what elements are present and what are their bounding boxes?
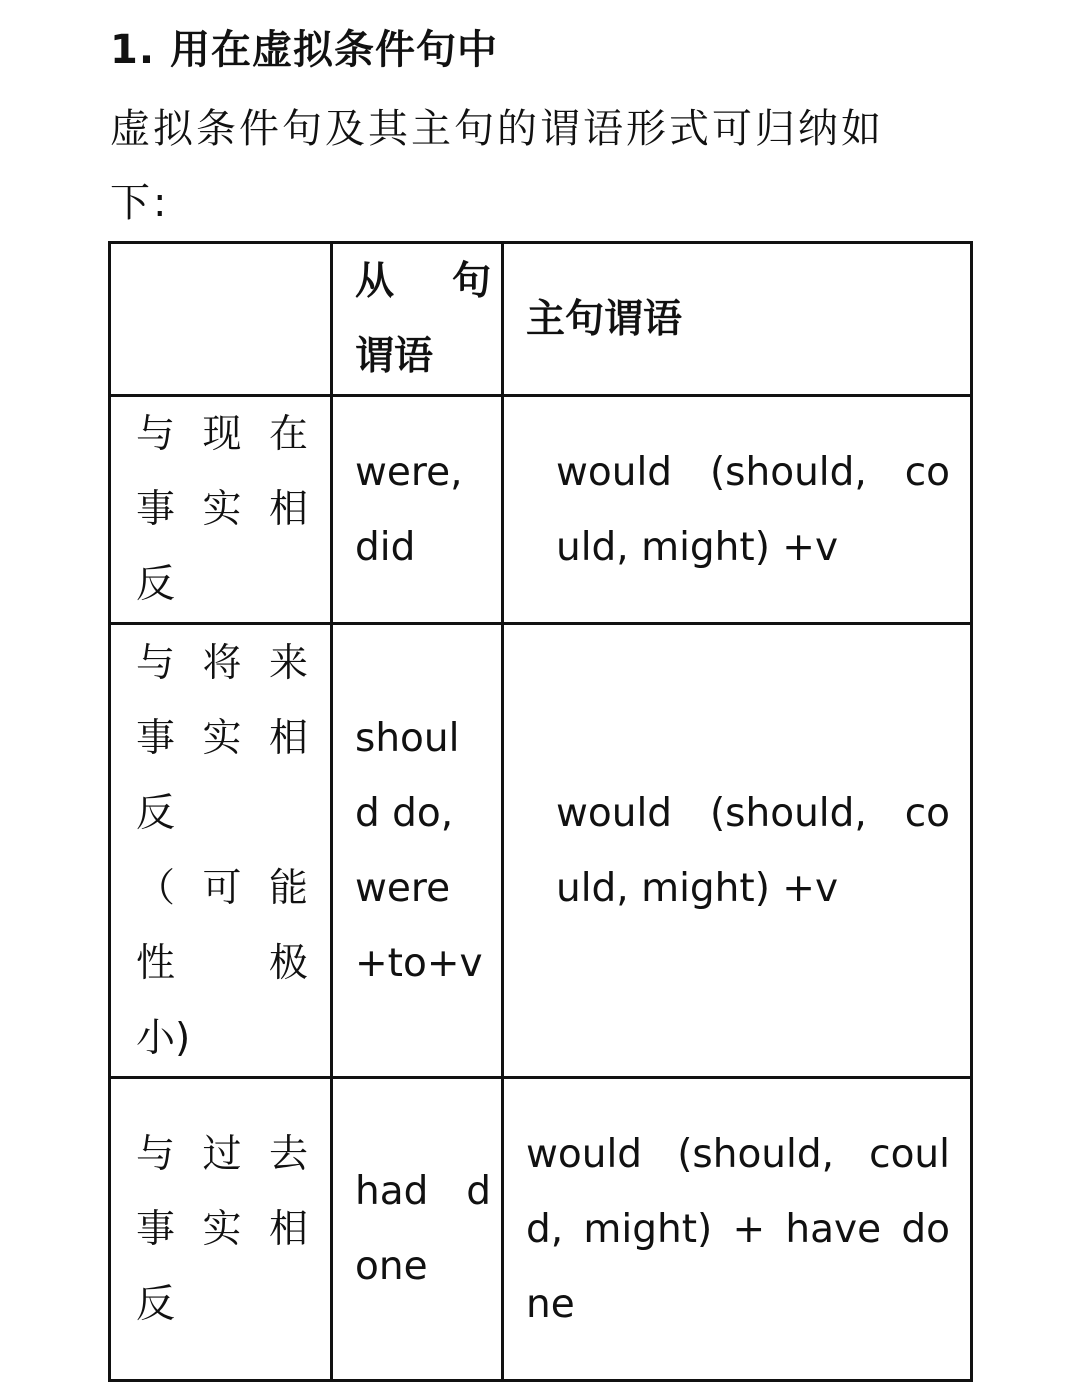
table-cell — [110, 396, 332, 624]
cell-text-line: were — [355, 865, 451, 911]
paragraph-line: 虚拟条件句及其主句的谓语形式可归纳如 — [110, 106, 884, 152]
cell-text-line: 反 — [136, 562, 176, 607]
cell-text-line: did — [355, 524, 416, 570]
cell-text-line: were, — [355, 449, 463, 495]
cell-text-line: would (should, coul — [526, 1131, 950, 1177]
header-cell-clause-predicate — [332, 243, 503, 396]
table-row — [110, 396, 972, 624]
table-header-row — [110, 243, 972, 396]
cell-text-line: 与过去 — [136, 1131, 308, 1177]
cell-text-line: 小) — [136, 1015, 191, 1061]
cell-text-line: 反 — [136, 790, 176, 836]
cell-text-line: one — [355, 1244, 428, 1289]
cell-text-line: 事实相 — [136, 715, 308, 761]
cell-text-line: 从 句 — [355, 259, 491, 304]
table-row — [110, 1078, 972, 1381]
table-cell — [503, 1078, 972, 1381]
table-row — [110, 624, 972, 1078]
cell-text-line: 事实相 — [136, 1206, 308, 1252]
table-cell — [332, 624, 503, 1078]
cell-text-line: d, might) + have do — [526, 1206, 950, 1252]
cell-text-line: had d — [355, 1169, 491, 1214]
intro-paragraph — [110, 92, 980, 240]
table-cell — [110, 1078, 332, 1381]
paragraph-line: 下: — [110, 180, 170, 226]
section-heading: 1. 用在虚拟条件句中 — [110, 27, 498, 73]
cell-text-line: 与将来 — [136, 640, 308, 686]
cell-text-line: 与现在 — [136, 412, 308, 457]
cell-text-line: would (should, co — [556, 790, 950, 836]
cell-text-line: 反 — [136, 1281, 176, 1327]
subjunctive-table — [108, 241, 973, 1382]
table-cell — [503, 396, 972, 624]
table-cell — [332, 396, 503, 624]
header-cell-main-predicate — [503, 243, 972, 396]
cell-text-line: d do, — [355, 790, 454, 836]
cell-text-line: uld, might) +v — [556, 865, 839, 911]
cell-text-line: +to+v — [355, 940, 483, 986]
header-cell — [110, 243, 332, 396]
cell-text-line: 事实相 — [136, 487, 308, 532]
cell-text-line: 性 极 — [136, 940, 308, 986]
cell-text-line: uld, might) +v — [556, 524, 839, 570]
table-cell — [332, 1078, 503, 1381]
cell-text-line: shoul — [355, 715, 460, 761]
cell-text-line: 主句谓语 — [526, 296, 683, 342]
table-cell — [110, 624, 332, 1078]
cell-text-line: 谓语 — [355, 334, 434, 379]
cell-text-line: （可能 — [136, 865, 308, 911]
cell-text-line: would (should, co — [556, 449, 950, 495]
cell-text-line: ne — [526, 1281, 575, 1327]
table-cell — [503, 624, 972, 1078]
